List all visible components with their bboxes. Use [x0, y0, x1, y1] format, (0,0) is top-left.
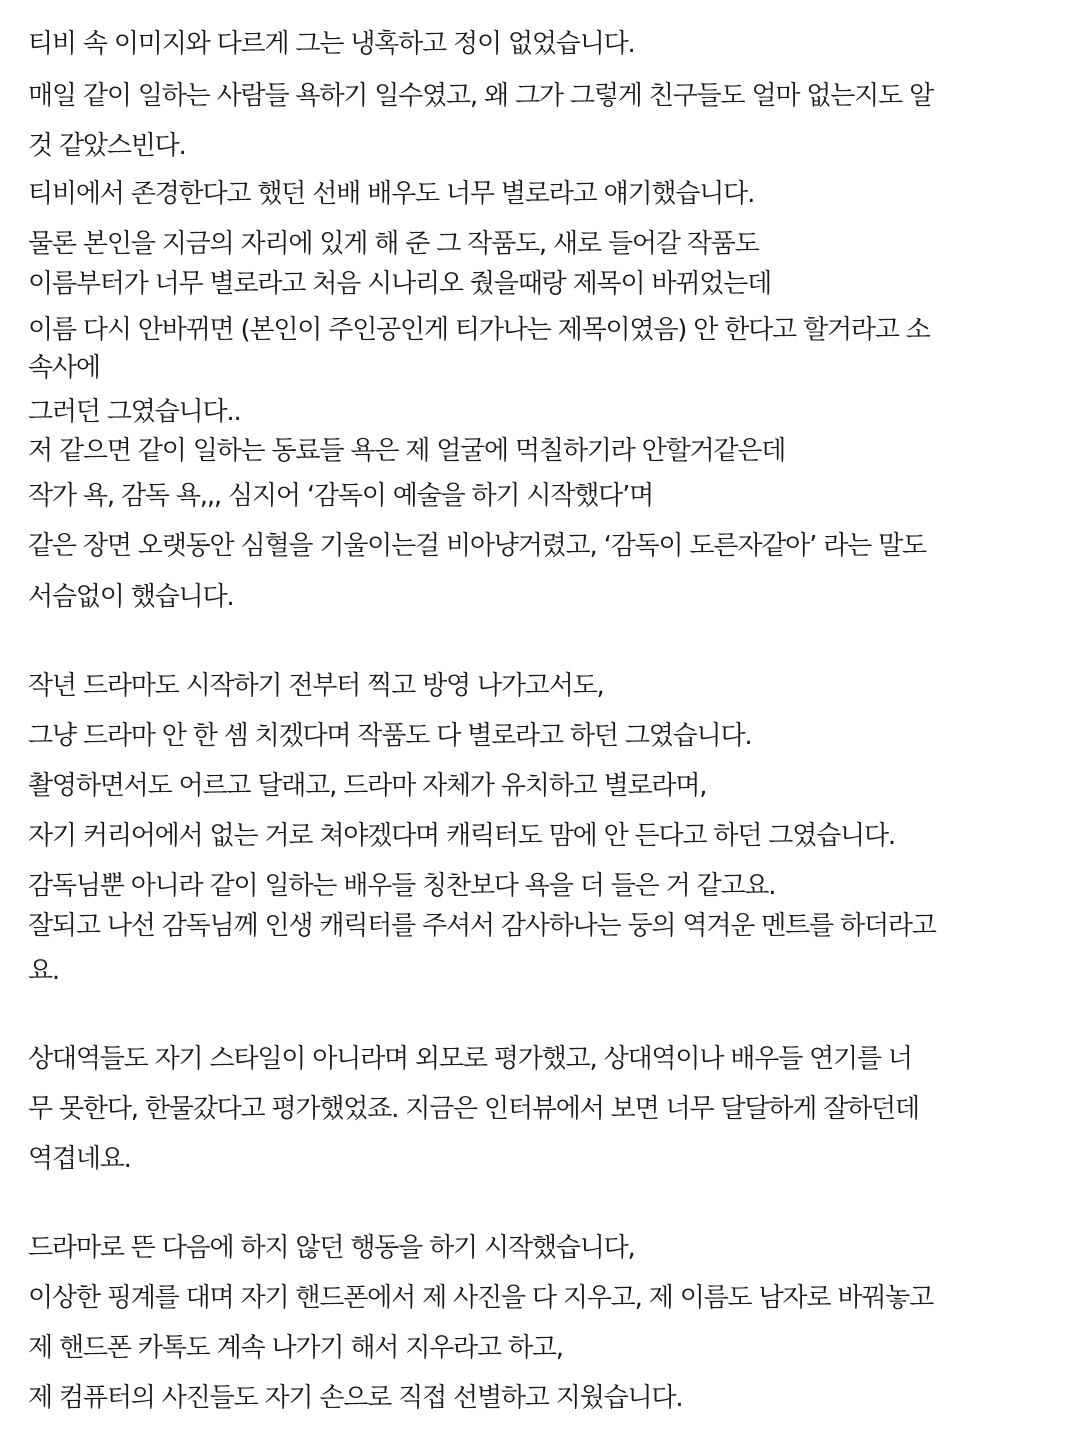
text-line: 매일 같이 일하는 사람들 욕하기 일수였고, 왜 그가 그렇게 친구들도 얼마 없는지도 알: [28, 81, 933, 111]
text-line: 이름 다시 안바뀌면 (본인이 주인공인게 티가나는 제목이였음) 안 한다고 할거라고 소: [28, 315, 930, 345]
text-line: 저 같으면 같이 일하는 동료들 욕은 제 얼굴에 먹칠하기라 안할거같은데: [28, 436, 786, 466]
text-line: 속사에: [28, 353, 100, 383]
text-line: 같은 장면 오랫동안 심혈을 기울이는걸 비아냥거렸고, ‘감독이 도른자같아’ 라는 말도: [28, 531, 926, 561]
text-line: 작가 욕, 감독 욕,,, 심지어 ‘감독이 예술을 하기 시작했다’며: [28, 481, 654, 511]
text-line: 감독님뿐 아니라 같이 일하는 배우들 칭찬보다 욕을 더 들은 거 같고요.: [28, 871, 776, 901]
text-line: 촬영하면서도 어르고 달래고, 드라마 자체가 유치하고 별로라며,: [28, 771, 707, 801]
text-line: 요.: [28, 956, 59, 986]
text-line: 무 못한다, 한물갔다고 평가했었죠. 지금은 인터뷰에서 보면 너무 달달하게 잘하던데: [28, 1094, 919, 1124]
text-line: 이름부터가 너무 별로라고 처음 시나리오 줬을때랑 제목이 바뀌었는데: [28, 269, 772, 299]
text-line: 잘되고 나선 감독님께 인생 캐릭터를 주셔서 감사하나는 둥의 역겨운 멘트를 하더라고: [28, 911, 936, 941]
text-line: 서슴없이 했습니다.: [28, 582, 234, 612]
text-line: 상대역들도 자기 스타일이 아니라며 외모로 평가했고, 상대역이나 배우들 연기를 너: [28, 1044, 912, 1074]
text-line: 티비 속 이미지와 다르게 그는 냉혹하고 정이 없었습니다.: [28, 29, 635, 59]
text-line: 티비에서 존경한다고 했던 선배 배우도 너무 별로라고 얘기했습니다.: [28, 179, 755, 209]
text-line: 물론 본인을 지금의 자리에 있게 해 준 그 작품도, 새로 들어갈 작품도: [28, 229, 759, 259]
text-line: 그냥 드라마 안 한 셈 치겠다며 작품도 다 별로라고 하던 그였습니다.: [28, 721, 752, 751]
text-line: 제 핸드폰 카톡도 계속 나가기 해서 지우라고 하고,: [28, 1333, 563, 1363]
text-line: 자기 커리어에서 없는 거로 쳐야겠다며 캐릭터도 맘에 안 든다고 하던 그였습니다.: [28, 821, 895, 851]
text-line: 그러던 그였습니다..: [28, 397, 241, 427]
text-line: 것 같았스빈다.: [28, 131, 186, 161]
text-line: 이상한 핑계를 대며 자기 핸드폰에서 제 사진을 다 지우고, 제 이름도 남자로 바꿔놓고: [28, 1283, 933, 1313]
text-line: 작년 드라마도 시작하기 전부터 찍고 방영 나가고서도,: [28, 671, 604, 701]
text-line: 역겹네요.: [28, 1144, 131, 1174]
text-line: 제 컴퓨터의 사진들도 자기 손으로 직접 선별하고 지웠습니다.: [28, 1383, 683, 1413]
text-line: 드라마로 뜬 다음에 하지 않던 행동을 하기 시작했습니다,: [28, 1233, 635, 1263]
